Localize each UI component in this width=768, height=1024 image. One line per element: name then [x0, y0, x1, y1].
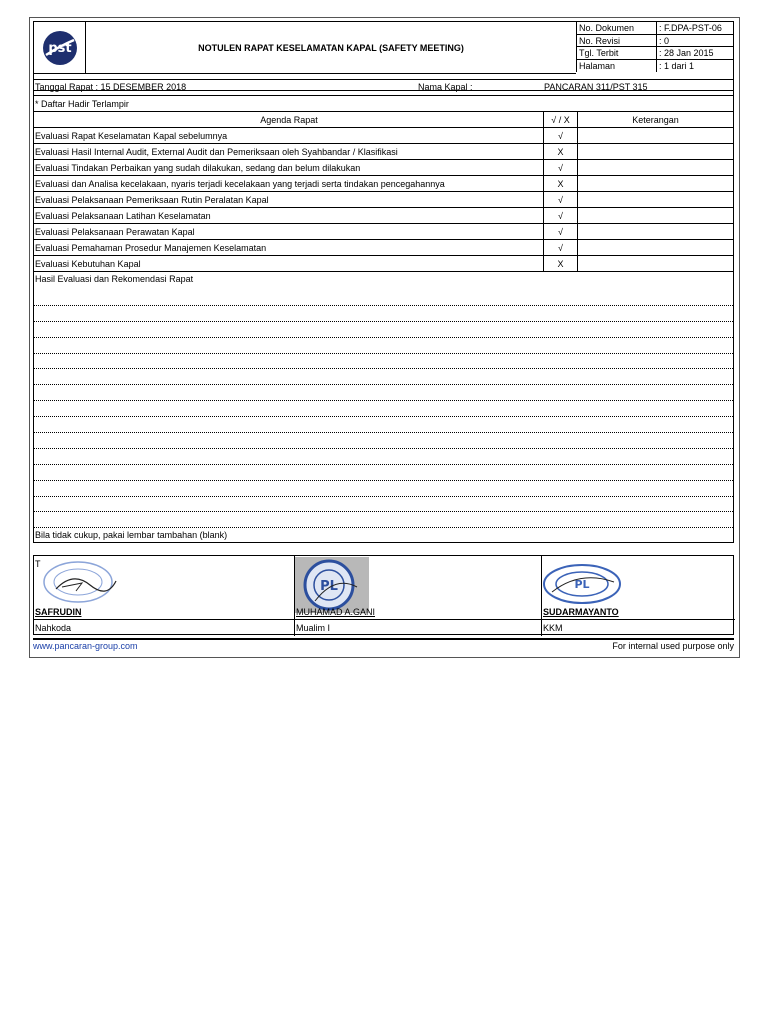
- result-line: [34, 433, 733, 449]
- check-cell: X: [544, 144, 578, 159]
- result-line: [34, 354, 733, 370]
- page-footer: [33, 638, 734, 652]
- remarks-cell: [578, 176, 733, 191]
- pst-logo-icon: [40, 28, 80, 68]
- svg-text:pst: pst: [47, 40, 72, 56]
- check-cell: √: [544, 128, 578, 143]
- result-line: [34, 417, 733, 433]
- remarks-cell: [578, 240, 733, 255]
- meta-value: : 28 Jan 2015: [659, 48, 714, 58]
- result-line: [34, 369, 733, 385]
- signature-block: [33, 555, 734, 635]
- check-cell: √: [544, 240, 578, 255]
- attendance-row: [34, 96, 733, 112]
- table-row: [34, 208, 733, 224]
- result-line: [34, 290, 733, 306]
- agenda-cell: Evaluasi Pemahaman Prosedur Manajemen Keselamatan: [34, 240, 544, 255]
- attendance-note: * Daftar Hadir Terlampir: [35, 98, 129, 109]
- table-row: [34, 176, 733, 192]
- header-check: √ / X: [544, 112, 578, 127]
- meta-key: No. Revisi: [577, 35, 657, 47]
- signatory-name: SAFRUDIN: [35, 607, 82, 617]
- signature-captain: [34, 556, 295, 636]
- meeting-date: Tanggal Rapat : 15 DESEMBER 2018: [35, 82, 187, 92]
- ship-name-label: Nama Kapal :: [418, 82, 473, 92]
- agenda-cell: Evaluasi Tindakan Perbaikan yang sudah dilakukan, sedang dan belum dilakukan: [34, 160, 544, 175]
- check-cell: √: [544, 192, 578, 207]
- ship-name-value: PANCARAN 311/PST 315: [544, 82, 648, 92]
- result-line: [34, 449, 733, 465]
- signatory-role: Mualim I: [295, 619, 541, 635]
- meta-doc-number: [577, 22, 734, 35]
- signature-marker: T: [35, 559, 41, 569]
- result-line: [34, 497, 733, 513]
- remarks-cell: [578, 192, 733, 207]
- table-row: [34, 160, 733, 176]
- meta-value: : 0: [659, 35, 670, 46]
- result-line: [34, 465, 733, 481]
- remarks-cell: [578, 224, 733, 239]
- table-row: [34, 256, 733, 272]
- result-line: [34, 306, 733, 322]
- result-line: [34, 338, 733, 354]
- svg-text:PL: PL: [574, 578, 590, 591]
- signatory-role: Nahkoda: [34, 619, 294, 635]
- check-cell: √: [544, 160, 578, 175]
- meta-revision: [577, 35, 734, 48]
- check-cell: √: [544, 224, 578, 239]
- result-line: [34, 385, 733, 401]
- agenda-cell: Evaluasi Pelaksanaan Pemeriksaan Rutin Peralatan Kapal: [34, 192, 544, 207]
- meeting-table: [33, 79, 734, 543]
- check-cell: √: [544, 208, 578, 223]
- footer-note: For internal used purpose only: [612, 641, 734, 651]
- document-meta: [576, 22, 734, 72]
- info-row: [34, 80, 733, 96]
- meta-value: : F.DPA-PST-06: [659, 23, 722, 33]
- remarks-cell: [578, 160, 733, 175]
- table-row: [34, 240, 733, 256]
- signature-chief-engineer: [542, 556, 735, 636]
- svg-text:PL: PL: [320, 579, 338, 594]
- agenda-cell: Evaluasi Rapat Keselamatan Kapal sebelumnya: [34, 128, 544, 143]
- check-cell: X: [544, 176, 578, 191]
- signatory-name: SUDARMAYANTO: [543, 607, 619, 617]
- agenda-cell: Evaluasi Hasil Internal Audit, External Audit dan Pemeriksaan oleh Syahbandar / Klasifikasi: [34, 144, 544, 159]
- remarks-cell: [578, 208, 733, 223]
- signature-chief-officer: [295, 556, 542, 636]
- company-website-link[interactable]: www.pancaran-group.com: [33, 641, 138, 651]
- remarks-cell: [578, 128, 733, 143]
- agenda-cell: Evaluasi Kebutuhan Kapal: [34, 256, 544, 271]
- chief-engineer-stamp-icon: [540, 562, 624, 606]
- table-row: [34, 144, 733, 160]
- header-remarks: Keterangan: [632, 114, 679, 125]
- meta-value: : 1 dari 1: [659, 60, 695, 71]
- table-row: [34, 192, 733, 208]
- blank-sheet-note: Bila tidak cukup, pakai lembar tambahan (blank): [35, 530, 228, 541]
- result-line: [34, 322, 733, 338]
- captain-stamp-icon: [38, 559, 118, 605]
- result-line: [34, 512, 733, 528]
- results-title: Hasil Evaluasi dan Rekomendasi Rapat: [35, 274, 194, 284]
- table-row: [34, 224, 733, 240]
- result-line: [34, 481, 733, 497]
- remarks-cell: [578, 256, 733, 271]
- signatory-name: MUHAMAD A.GANI: [296, 607, 376, 617]
- agenda-cell: Evaluasi dan Analisa kecelakaan, nyaris terjadi kecelakaan yang terjadi serta tindakan pencegahannya: [34, 176, 544, 191]
- remarks-cell: [578, 144, 733, 159]
- check-cell: X: [544, 256, 578, 271]
- agenda-cell: Evaluasi Pelaksanaan Latihan Keselamatan: [34, 208, 544, 223]
- document-title: NOTULEN RAPAT KESELAMATAN KAPAL (SAFETY MEETING): [86, 22, 576, 74]
- agenda-cell: Evaluasi Pelaksanaan Perawatan Kapal: [34, 224, 544, 239]
- meta-page: [577, 60, 734, 73]
- result-line: [34, 401, 733, 417]
- table-row: [34, 128, 733, 144]
- meta-key: Halaman: [577, 60, 657, 73]
- company-logo: [34, 22, 86, 74]
- table-header-row: [34, 112, 733, 128]
- meta-issue-date: [577, 47, 734, 60]
- signatory-role: KKM: [542, 619, 735, 635]
- form-sheet: [29, 17, 740, 658]
- header-agenda: Agenda Rapat: [34, 112, 544, 127]
- meta-key: No. Dokumen: [577, 22, 657, 34]
- chief-officer-stamp-icon: [295, 557, 369, 613]
- meta-key: Tgl. Terbit: [577, 47, 657, 59]
